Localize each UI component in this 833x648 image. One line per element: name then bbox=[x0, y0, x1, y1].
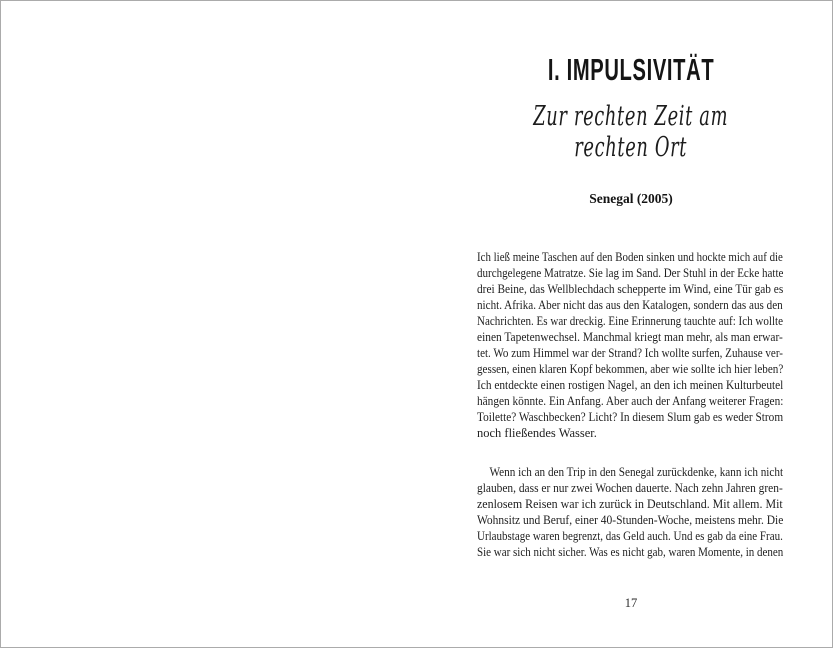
text-line: glauben, dass er nur zwei Wochen dauerte. Nach zehn Jahren gren- bbox=[477, 481, 783, 495]
text-line: hängen könnte. Ein Anfang. Aber auch der Anfang weiterer Fragen: bbox=[477, 394, 784, 408]
text-line: Nachrichten. Es war dreckig. Eine Erinnerung tauchte auf: Ich wollte bbox=[477, 314, 784, 328]
text-line: Ich entdeckte einen rostigen Nagel, an den ich meinen Kulturbeutel bbox=[477, 378, 784, 392]
paragraph bbox=[477, 249, 783, 441]
text-line: gessen, einen klaren Kopf bekommen, aber wie sollte ich hier leben? bbox=[477, 362, 784, 376]
chapter-subtitle-text bbox=[534, 101, 729, 163]
page-number: 17 bbox=[624, 596, 638, 610]
chapter-title-text: I. IMPULSIVITÄT bbox=[547, 52, 715, 87]
chapter-title bbox=[441, 53, 821, 87]
text-line: tet. Wo zum Himmel war der Strand? Ich wollte surfen, Zuhause ver- bbox=[477, 346, 783, 360]
text-line: Wohnsitz und Beruf, einer 40-Stunden-Woche, meistens mehr. Die bbox=[477, 513, 784, 527]
text-line: nicht. Afrika. Aber nicht das aus den Katalogen, sondern das aus den bbox=[477, 298, 783, 312]
text-line: noch fließendes Wasser. bbox=[477, 426, 597, 440]
subtitle-line: rechten Ort bbox=[574, 132, 688, 163]
subtitle-line: Zur rechten Zeit am bbox=[533, 101, 729, 132]
text-line: drei Beine, das Wellblechdach schepperte im Wind, eine Tür gab es bbox=[477, 282, 784, 296]
text-line: Wenn ich an den Trip in den Senegal zurückdenke, kann ich nicht bbox=[489, 465, 784, 479]
text-line: zenlosem Reisen war ich zurück in Deutschland. Mit allem. Mit bbox=[477, 497, 783, 511]
location-date: Senegal (2005) bbox=[589, 191, 673, 206]
text-line: Sie war sich nicht sicher. Was es nicht gab, waren Momente, in denen bbox=[477, 545, 784, 559]
text-line: Urlaubstage waren begrenzt, das Geld auch. Und es gab da eine Frau. bbox=[477, 529, 783, 543]
chapter-subtitle bbox=[441, 101, 821, 163]
text-line: Ich ließ meine Taschen auf den Boden sinken und hockte mich auf die bbox=[477, 250, 783, 264]
body-text bbox=[477, 249, 783, 560]
text-line: durchgelegene Matratze. Sie lag im Sand. Der Stuhl in der Ecke hatte bbox=[477, 266, 784, 280]
text-line: einen Tapetenwechsel. Manchmal kriegt man mehr, als man erwar- bbox=[477, 330, 783, 344]
text-line: Toilette? Waschbecken? Licht? In diesem Slum gab es weder Strom bbox=[477, 410, 784, 424]
paragraph bbox=[477, 464, 783, 560]
